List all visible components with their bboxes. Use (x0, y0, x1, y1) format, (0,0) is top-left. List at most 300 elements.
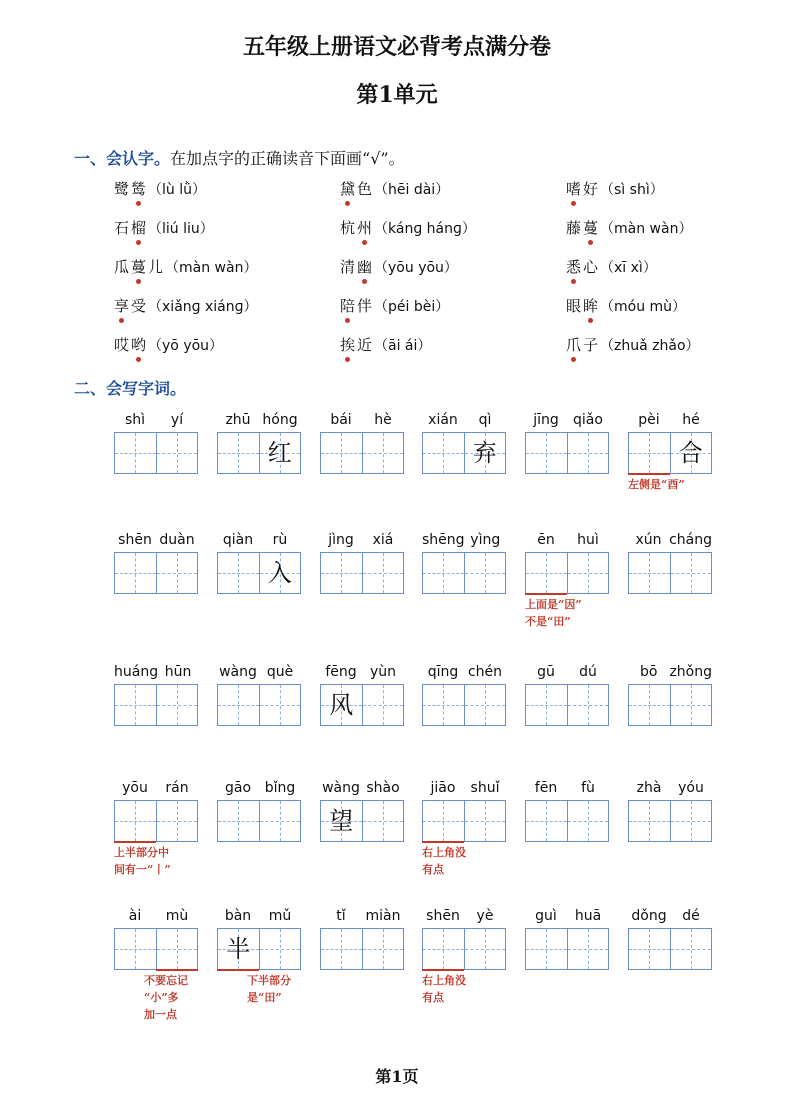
tianzige-box (320, 552, 404, 594)
reading-options[interactable]: （xī xì） (600, 260, 657, 276)
pinyin (114, 664, 198, 680)
pinyin-syllable: dǒng (631, 908, 667, 924)
pinyin-syllable: jīng (533, 412, 559, 428)
guide-line (115, 949, 156, 950)
pinyin-syllable: ài (128, 908, 142, 924)
hint-line: 有点 (422, 991, 444, 1004)
pinyin-syllable: tǐ (336, 908, 346, 924)
tianzige-box (320, 684, 404, 726)
reading-options[interactable]: （zhuǎ zhǎo） (600, 338, 700, 354)
reading-options[interactable]: （péi bèi） (374, 299, 450, 315)
pinyin-syllable: huì (577, 532, 599, 548)
writing-cell[interactable] (423, 685, 465, 725)
writing-cell[interactable] (363, 553, 404, 593)
pinyin-syllable: fēng (325, 664, 357, 680)
given-character: 合 (678, 439, 703, 467)
guide-line (423, 573, 464, 574)
pinyin-syllable: shào (366, 780, 400, 796)
tianzige-box (525, 432, 609, 474)
guide-line (423, 453, 464, 454)
reading-options[interactable]: （yōu yōu） (374, 260, 458, 276)
writing-cell[interactable] (260, 433, 301, 473)
pinyin-syllable: ēn (537, 532, 555, 548)
guide-line (363, 705, 404, 706)
guide-line (321, 573, 362, 574)
emphasis-dot (136, 240, 141, 245)
pinyin-syllable: shēng (422, 532, 465, 548)
pinyin-syllable: gāo (224, 780, 252, 796)
writing-cell[interactable] (115, 929, 157, 969)
reading-item (114, 334, 223, 355)
reading-item (566, 217, 692, 238)
writing-cell[interactable] (465, 801, 506, 841)
pinyin-syllable: mǔ (268, 908, 292, 924)
guide-line (629, 453, 670, 454)
hint-underline (156, 969, 198, 971)
pinyin-syllable: hūn (164, 664, 192, 680)
tianzige-box (217, 552, 301, 594)
pinyin-syllable: huā (574, 908, 602, 924)
guide-line (465, 573, 506, 574)
emphasis-dot (136, 201, 141, 206)
writing-cell[interactable] (629, 553, 671, 593)
hint-line: 加一点 (144, 1008, 177, 1021)
tianzige-box (628, 928, 712, 970)
writing-cell[interactable] (568, 929, 609, 969)
tianzige-box (114, 684, 198, 726)
writing-cell[interactable] (218, 433, 260, 473)
reading-item (340, 217, 476, 238)
tianzige-box (217, 432, 301, 474)
tianzige-box (628, 552, 712, 594)
pinyin-syllable: yè (476, 908, 494, 924)
pinyin-syllable: wàng (219, 664, 257, 680)
pinyin-syllable: xiá (372, 532, 394, 548)
page-title: 五年级上册语文必背考点满分卷 (242, 34, 551, 60)
pinyin-syllable: cháng (669, 532, 712, 548)
reading-options[interactable]: （kánɡ hánɡ） (374, 221, 476, 237)
writing-cell[interactable] (157, 801, 198, 841)
emphasis-dot (136, 279, 141, 284)
pinyin-syllable: jìng (328, 532, 354, 548)
reading-word: 鹭鸶 (114, 180, 148, 198)
reading-options[interactable]: （lù lǜ） (148, 182, 206, 198)
reading-item (114, 256, 257, 277)
tianzige-box (525, 684, 609, 726)
guide-line (568, 573, 609, 574)
tianzige-box (320, 432, 404, 474)
hint-note (525, 596, 582, 630)
writing-cell[interactable] (260, 553, 301, 593)
emphasis-dot (571, 279, 576, 284)
reading-item (340, 256, 458, 277)
pinyin (525, 664, 609, 680)
guide-line (115, 573, 156, 574)
guide-line (423, 821, 464, 822)
emphasis-dot (588, 318, 593, 323)
writing-cell[interactable] (260, 685, 301, 725)
guide-line (629, 949, 670, 950)
pinyin-syllable: gū (537, 664, 555, 680)
pinyin-syllable: hè (374, 412, 392, 428)
pinyin (525, 532, 609, 548)
pinyin (217, 780, 301, 796)
emphasis-dot (345, 201, 350, 206)
tianzige-box (525, 928, 609, 970)
section-1-label: 一、会认字。 (74, 149, 171, 168)
pinyin-syllable: qīng (427, 664, 459, 680)
reading-item (566, 256, 657, 277)
pinyin-syllable: rù (272, 532, 288, 548)
pinyin-syllable: què (266, 664, 294, 680)
pinyin (422, 908, 506, 924)
pinyin-syllable: pèi (638, 412, 660, 428)
writing-cell[interactable] (526, 433, 568, 473)
reading-options[interactable]: （yō yōu） (148, 338, 224, 354)
pinyin (628, 532, 712, 548)
hint-note (144, 972, 188, 1023)
guide-line (115, 453, 156, 454)
pinyin (525, 412, 609, 428)
given-character: 风 (329, 691, 354, 719)
guide-line (363, 573, 404, 574)
reading-options[interactable]: （móu mù） (600, 299, 687, 315)
pinyin-syllable: qiàn (222, 532, 254, 548)
pinyin (320, 908, 404, 924)
writing-cell[interactable] (629, 433, 671, 473)
hint-line: 右上角没 (422, 974, 466, 987)
writing-cell[interactable] (568, 433, 609, 473)
pinyin (114, 532, 198, 548)
writing-cell[interactable] (363, 433, 404, 473)
reading-word: 杭州 (340, 219, 374, 237)
guide-line (157, 705, 198, 706)
writing-cell[interactable] (363, 685, 404, 725)
pinyin (217, 412, 301, 428)
pinyin-syllable: yóu (678, 780, 704, 796)
reading-options[interactable]: （xiǎnɡ xiánɡ） (148, 299, 258, 315)
reading-word: 清幽 (340, 258, 374, 276)
guide-line (321, 949, 362, 950)
tianzige-box (628, 684, 712, 726)
guide-line (568, 821, 609, 822)
reading-word: 嗜好 (566, 180, 600, 198)
writing-cell[interactable] (629, 929, 671, 969)
tianzige-box (217, 928, 301, 970)
writing-cell[interactable] (218, 801, 260, 841)
writing-cell[interactable] (671, 929, 712, 969)
writing-cell[interactable] (526, 685, 568, 725)
writing-cell[interactable] (157, 553, 198, 593)
reading-item (340, 295, 449, 316)
pinyin (217, 532, 301, 548)
reading-item (340, 178, 449, 199)
tianzige-box (217, 800, 301, 842)
pinyin-syllable: hóng (262, 412, 298, 428)
guide-line (465, 949, 506, 950)
emphasis-dot (362, 279, 367, 284)
pinyin-syllable: chén (467, 664, 503, 680)
guide-line (671, 573, 712, 574)
tianzige-box (320, 928, 404, 970)
guide-line (218, 453, 259, 454)
pinyin-syllable: qì (478, 412, 492, 428)
emphasis-dot (345, 357, 350, 362)
writing-cell[interactable] (363, 929, 404, 969)
hint-note (422, 972, 466, 1006)
writing-cell[interactable] (321, 553, 363, 593)
guide-line (629, 573, 670, 574)
writing-cell[interactable] (465, 553, 506, 593)
writing-cell[interactable] (423, 553, 465, 593)
guide-line (568, 453, 609, 454)
reading-item (566, 334, 700, 355)
pinyin-syllable: dé (682, 908, 700, 924)
writing-cell[interactable] (321, 433, 363, 473)
pinyin (628, 780, 712, 796)
tianzige-box (320, 800, 404, 842)
hint-underline (217, 969, 259, 971)
tianzige-box (114, 432, 198, 474)
pinyin (320, 780, 404, 796)
writing-cell[interactable] (157, 929, 198, 969)
writing-cell[interactable] (218, 553, 260, 593)
guide-line (218, 573, 259, 574)
writing-cell[interactable] (568, 553, 609, 593)
emphasis-dot (571, 201, 576, 206)
hint-note (628, 476, 685, 493)
reading-options[interactable]: （sì shì） (600, 182, 664, 198)
reading-word: 爪子 (566, 336, 600, 354)
emphasis-dot (136, 357, 141, 362)
guide-line (115, 821, 156, 822)
guide-line (526, 573, 567, 574)
reading-item (566, 295, 686, 316)
writing-cell[interactable] (423, 929, 465, 969)
pinyin-syllable: fēn (534, 780, 558, 796)
reading-item (340, 334, 431, 355)
pinyin-syllable: shuǐ (470, 780, 500, 796)
pinyin (422, 412, 506, 428)
pinyin (320, 532, 404, 548)
guide-line (629, 705, 670, 706)
writing-cell[interactable] (629, 801, 671, 841)
writing-cell[interactable] (671, 433, 712, 473)
pinyin-syllable: duàn (159, 532, 195, 548)
guide-line (218, 821, 259, 822)
reading-word: 挨近 (340, 336, 374, 354)
guide-line (629, 821, 670, 822)
hint-underline (525, 593, 567, 595)
writing-cell[interactable] (526, 553, 568, 593)
pinyin-syllable: yōu (122, 780, 148, 796)
writing-cell[interactable] (115, 433, 157, 473)
tianzige-box (217, 684, 301, 726)
pinyin-syllable: zhǒng (669, 664, 712, 680)
hint-note (114, 844, 171, 878)
writing-cell[interactable] (465, 929, 506, 969)
reading-item (566, 178, 664, 199)
pinyin-syllable: shēn (426, 908, 460, 924)
guide-line (568, 705, 609, 706)
writing-cell[interactable] (321, 801, 363, 841)
writing-cell[interactable] (115, 553, 157, 593)
pinyin-syllable: qiǎo (573, 412, 603, 428)
pinyin-syllable: yùn (369, 664, 397, 680)
guide-line (157, 453, 198, 454)
reading-item (114, 178, 206, 199)
writing-cell[interactable] (260, 929, 301, 969)
writing-cell[interactable] (423, 801, 465, 841)
reading-word: 哎哟 (114, 336, 148, 354)
writing-cell[interactable] (115, 801, 157, 841)
guide-line (363, 949, 404, 950)
hint-line: 右上角没 (422, 846, 466, 859)
reading-word: 瓜蔓儿 (114, 258, 165, 276)
pinyin-syllable: huáng (114, 664, 159, 680)
writing-cell[interactable] (423, 433, 465, 473)
section-1-instruction: 在加点字的正确读音下面画“√”。 (170, 149, 405, 168)
pinyin (628, 908, 712, 924)
pinyin-syllable: xún (635, 532, 662, 548)
tianzige-box (422, 800, 506, 842)
hint-line: 左侧是“酉” (628, 478, 685, 491)
hint-line: 下半部分 (247, 974, 291, 987)
hint-underline (114, 841, 156, 843)
guide-line (568, 949, 609, 950)
tianzige-box (628, 800, 712, 842)
guide-line (671, 949, 712, 950)
emphasis-dot (345, 318, 350, 323)
pinyin-syllable: zhà (636, 780, 662, 796)
writing-cell[interactable] (671, 553, 712, 593)
hint-line: 上半部分中 (114, 846, 169, 859)
guide-line (260, 821, 301, 822)
tianzige-box (422, 552, 506, 594)
writing-cell[interactable] (321, 685, 363, 725)
reading-options[interactable]: （hēi dài） (374, 182, 450, 198)
pinyin-syllable: yìng (470, 532, 501, 548)
reading-options[interactable]: （màn wàn） (165, 260, 258, 276)
pinyin (422, 532, 506, 548)
reading-options[interactable]: （màn wàn） (600, 221, 693, 237)
writing-cell[interactable] (568, 685, 609, 725)
hint-line: 有点 (422, 863, 444, 876)
pinyin-syllable: wàng (322, 780, 360, 796)
hint-line: 不是“田” (525, 615, 571, 628)
guide-line (157, 821, 198, 822)
tianzige-box (628, 432, 712, 474)
guide-line (260, 705, 301, 706)
hint-line: “小”多 (144, 991, 179, 1004)
writing-cell[interactable] (465, 685, 506, 725)
pinyin (114, 412, 198, 428)
reading-word: 悉心 (566, 258, 600, 276)
reading-word: 陪伴 (340, 297, 374, 315)
reading-word: 藤蔓 (566, 219, 600, 237)
writing-cell[interactable] (671, 801, 712, 841)
writing-cell[interactable] (568, 801, 609, 841)
pinyin (114, 908, 198, 924)
tianzige-box (422, 684, 506, 726)
given-character: 弃 (472, 439, 497, 467)
pinyin-syllable: bǐng (264, 780, 296, 796)
unit-title: 第1单元 (356, 82, 438, 108)
writing-cell[interactable] (218, 929, 260, 969)
section-1-heading (74, 146, 405, 169)
writing-cell[interactable] (218, 685, 260, 725)
pinyin (114, 780, 198, 796)
writing-cell[interactable] (526, 929, 568, 969)
pinyin (217, 908, 301, 924)
writing-cell[interactable] (157, 685, 198, 725)
guide-line (526, 705, 567, 706)
pinyin (422, 780, 506, 796)
guide-line (157, 949, 198, 950)
pinyin (320, 664, 404, 680)
writing-cell[interactable] (260, 801, 301, 841)
guide-line (115, 705, 156, 706)
reading-item (114, 217, 214, 238)
pinyin-syllable: dú (579, 664, 597, 680)
given-character: 望 (329, 807, 354, 835)
emphasis-dot (588, 240, 593, 245)
pinyin-syllable: fù (581, 780, 595, 796)
writing-cell[interactable] (671, 685, 712, 725)
hint-line: 是“田” (247, 991, 282, 1004)
reading-options[interactable]: （āi ái） (374, 338, 432, 354)
reading-word: 享受 (114, 297, 148, 315)
tianzige-box (422, 432, 506, 474)
writing-cell[interactable] (465, 433, 506, 473)
pinyin-syllable: hé (682, 412, 700, 428)
reading-options[interactable]: （liú liu） (148, 221, 214, 237)
hint-line: 上面是“因” (525, 598, 582, 611)
writing-cell[interactable] (115, 685, 157, 725)
given-character: 半 (226, 935, 251, 963)
hint-underline (422, 841, 464, 843)
pinyin-syllable: zhū (225, 412, 251, 428)
hint-underline (628, 473, 670, 475)
tianzige-box (114, 928, 198, 970)
tianzige-box (114, 800, 198, 842)
guide-line (465, 821, 506, 822)
tianzige-box (114, 552, 198, 594)
guide-line (157, 573, 198, 574)
pinyin-syllable: mù (165, 908, 189, 924)
emphasis-dot (362, 240, 367, 245)
tianzige-box (525, 552, 609, 594)
pinyin (422, 664, 506, 680)
guide-line (363, 453, 404, 454)
writing-cell[interactable] (629, 685, 671, 725)
writing-cell[interactable] (363, 801, 404, 841)
hint-line: 不要忘记 (144, 974, 188, 987)
emphasis-dot (571, 357, 576, 362)
pinyin (320, 412, 404, 428)
guide-line (363, 821, 404, 822)
guide-line (526, 949, 567, 950)
tianzige-box (525, 800, 609, 842)
given-character: 入 (267, 559, 292, 587)
writing-cell[interactable] (526, 801, 568, 841)
pinyin-syllable: shēn (118, 532, 152, 548)
guide-line (423, 705, 464, 706)
writing-cell[interactable] (157, 433, 198, 473)
writing-cell[interactable] (321, 929, 363, 969)
page-number: 第1页 (375, 1067, 419, 1086)
guide-line (526, 821, 567, 822)
